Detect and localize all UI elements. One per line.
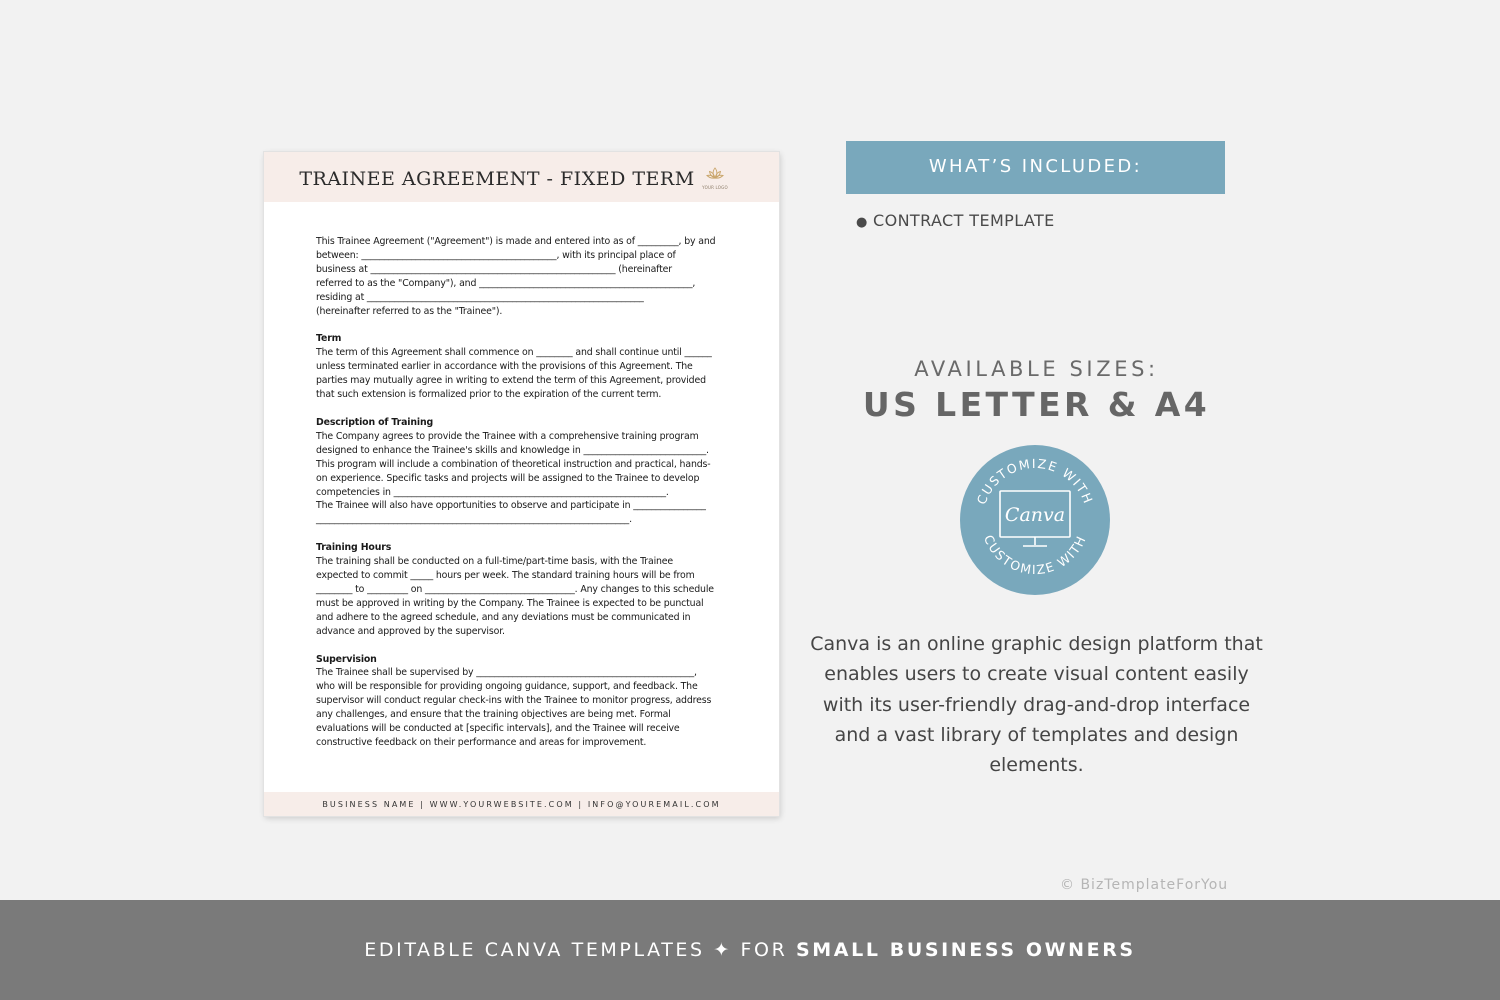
document-preview — [264, 152, 779, 816]
bottom-banner-emphasis: SMALL BUSINESS OWNERS — [796, 939, 1136, 961]
logo — [701, 165, 729, 193]
section-heading: Supervision — [316, 653, 377, 665]
section-training-hours — [316, 541, 728, 638]
section-description-of-training — [316, 416, 728, 527]
section-term — [316, 332, 728, 402]
document-footer: BUSINESS NAME | WWW.YOURWEBSITE.COM | INFO@YOUREMAIL.COM — [264, 792, 779, 816]
section-text: The term of this Agreement shall commence on ________ and shall continue until ______ unless terminated earlier in accordance with the provisions of this Agreement. The parties may mutually agree in writing to extend the term of this Agreement, provided that such extension is formalized prior to the expiration of the current term. — [316, 347, 712, 401]
section-heading: Training Hours — [316, 542, 392, 554]
document-title: TRAINEE AGREEMENT - FIXED TERM — [299, 168, 695, 190]
bottom-banner — [0, 900, 1500, 1000]
available-sizes-label: AVAILABLE SIZES: — [914, 357, 1159, 381]
document-header — [264, 152, 779, 202]
intro-paragraph: This Trainee Agreement ("Agreement") is made and entered into as of _________, by and between: ___________________________________________, with its principal place of business at ______________________________________________________ (hereinafter referred to as the "Company"), and _______________________________________________, residing at _____________________________________________________________ (hereinafter referred to as the "Trainee"). — [316, 236, 716, 317]
section-heading: Description of Training — [316, 416, 434, 428]
canva-wordmark: Canva — [1004, 504, 1066, 526]
customize-with-canva-badge — [960, 445, 1110, 595]
lotus-icon — [706, 165, 724, 183]
section-text: The training shall be conducted on a full-time/part-time basis, with the Trainee expected to commit _____ hours per week. The standard training hours will be from ________ to _________ on _________________________________. Any changes to this schedule must be approved in writing by the Company. The Trainee is expected to be punctual and adhere to the agreed schedule, and any deviations must be communicated in advance and approved by the supervisor. — [316, 556, 714, 637]
copyright-text: © BizTemplateForYou — [1060, 877, 1229, 893]
section-heading: Term — [316, 333, 342, 345]
section-text: The Company agrees to provide the Trainee with a comprehensive training program designed to enhance the Trainee's skills and knowledge in ___________________________. This program will include a combination of theoretical instruction and practical, hands- on experience. Specific tasks and projects will be assigned to the Trainee to develop competencies in ____________________________________________________________. The Trainee will also have opportunities to observe and participate in ________________ _____________________________________________________________________. — [316, 430, 711, 526]
bottom-banner-prefix: EDITABLE CANVA TEMPLATES ✦ FOR — [364, 939, 797, 961]
badge-ring-text-top: CUSTOMIZE WITH — [973, 455, 1097, 507]
included-list — [856, 209, 1055, 235]
available-sizes-value: US LETTER & A4 — [862, 385, 1211, 424]
badge-ring-text-bottom: CUSTOMIZE WITH — [980, 532, 1090, 578]
document-body — [316, 235, 728, 750]
bullet-icon: ● — [856, 215, 868, 230]
section-text: The Trainee shall be supervised by ________________________________________________, who will be responsible for providing ongoing guidance, support, and feedback. The supervisor will conduct regular check-ins with the Trainee to monitor progress, address any challenges, and ensure that the training objectives are being met. Formal evaluations will be conducted at [specific intervals], and the Trainee will receive constructive feedback on their performance and areas for improvement. — [316, 667, 712, 748]
list-item-label: CONTRACT TEMPLATE — [873, 211, 1055, 230]
list-item — [856, 209, 1055, 235]
whats-included-banner: WHAT’S INCLUDED: — [846, 141, 1225, 194]
logo-text: YOUR LOGO — [702, 185, 728, 190]
section-supervision — [316, 653, 728, 750]
canva-description: Canva is an online graphic design platform that enables users to create visual content easily with its user-friendly drag-and-drop interface and a vast library of templates and design elements. — [810, 633, 1263, 777]
